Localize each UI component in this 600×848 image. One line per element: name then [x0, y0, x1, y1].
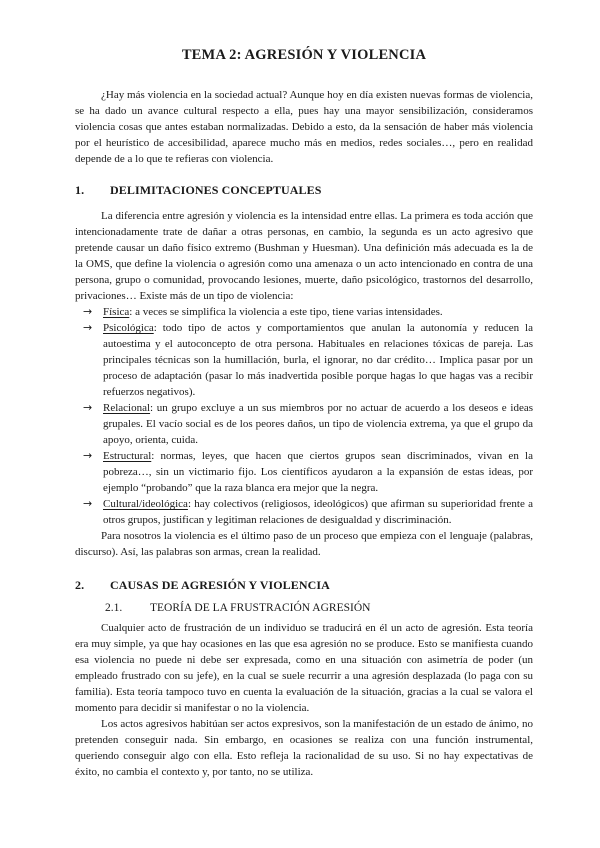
section-2-1-number: 2.1.: [105, 602, 123, 614]
list-desc: : todo tipo de actos y comportamientos que anulan la autonomía y reducen la autoestima y el autoconcepto de otra persona. Habituales en relaciones tóxicas de pareja. Las principales técnicas son la humillación, burla, el ignorar, no dar crédito… Implica pasar por un proceso de adaptación (pasar lo más inadvertida posible porque hagas lo que hagas vas a recibir refuerzos negativos).: [103, 322, 533, 398]
arrow-bullet-icon: →: [83, 321, 93, 334]
list-desc: : normas, leyes, que hacen que ciertos grupos sean discriminados, vivan en la pobreza…, sin un victimario fijo. Los científicos ayudaron a la expansión de estas ideas, por ejemplo “probando” que la raza blanca era mejor que la negra.: [103, 450, 533, 494]
list-term: Cultural/ideológica: [103, 498, 188, 510]
section-1-closing-paragraph: Para nosotros la violencia es el último paso de un proceso que empieza con el lenguaje (palabras, discurso). Así, las palabras son armas, crean la realidad.: [75, 530, 533, 558]
list-desc: : a veces se simplifica la violencia a este tipo, tiene varias intensidades.: [129, 306, 443, 318]
page-title: TEMA 2: AGRESIÓN Y VIOLENCIA: [181, 47, 427, 63]
section-2-paragraph-2: Los actos agresivos habitúan ser actos expresivos, son la manifestación de un estado de ánimo, no pretenden conseguir nada. Sin embargo, en ocasiones se realiza con una función instrumental, queriendo conseguir algo con ella. Esto refleja la racionalidad de su uso. Si no hay expectativas de éxito, no cambia el contexto y, por tanto, no se utiliza.: [75, 718, 533, 778]
list-term: Relacional: [103, 402, 151, 414]
section-1-heading: [75, 183, 533, 198]
section-2-heading: [75, 578, 533, 593]
section-1-paragraph: La diferencia entre agresión y violencia es la intensidad entre ellas. La primera es toda acción que intencionadamente trate de dañar a otras personas, en cambio, la segunda es un acto agresivo que pretende causar un daño físico extremo (Bushman y Huesman). Una definición más adecuada es la de la OMS, que define la violencia o agresión como una amenaza o un acto intencionado en contra de una persona, grupo o comunidad, provocando lesiones, muerte, daño psicológico, trastornos del desarrollo, privaciones… Existe más de un tipo de violencia:: [75, 210, 533, 302]
intro-paragraph: ¿Hay más violencia en la sociedad actual? Aunque hoy en día existen nuevas formas de violencia, se ha dado un avance cultural respecto a ella, pues hay una mayor sensibilización, consideramos violencia cosas que antes estaban normalizadas. Debido a esto, da la sensación de haber más violencia por el heurístico de accesibilidad, aparece mucho más en medios, redes sociales…, pero en realidad depende de a lo que te refieras con violencia.: [75, 89, 533, 165]
section-2-1-title: TEORÍA DE LA FRUSTRACIÓN AGRESIÓN: [150, 602, 371, 614]
violence-types-list: [75, 304, 533, 528]
list-term: Psicológica: [103, 322, 154, 334]
section-2-1-heading: [75, 602, 533, 614]
list-item-estructural: [83, 448, 533, 496]
section-1-number: 1.: [75, 183, 85, 197]
section-2-paragraph-1: Cualquier acto de frustración de un individuo se traducirá en él un acto de agresión. Esta teoría era muy simple, ya que hay ocasiones en las que esa agresión no se produce. Esto se manifiesta cuando esa violencia no puede ni debe ser expresada, como en una situación con asimetría de poder (un empleado frustrado con su jefe), en la cual se suele recurrir a una agresión desplazada (lo paga con su familia). Esta teoría tampoco tuvo en cuenta la evaluación de la situación, gracias a la cual se valora el momento para decidir si manifestar o no la violencia.: [75, 622, 533, 714]
section-2-title: CAUSAS DE AGRESIÓN Y VIOLENCIA: [110, 578, 330, 592]
list-item-cultural-ideologica: [83, 496, 533, 528]
arrow-bullet-icon: →: [83, 401, 93, 414]
arrow-bullet-icon: →: [83, 449, 93, 462]
list-desc: : un grupo excluye a un sus miembros por no actuar de acuerdo a los deseos e ideas grupales. El vacío social es de los peores daños, un tipo de violencia extrema, ya que el grupo da apoyo, orienta, cuida.: [103, 402, 533, 446]
list-item-relacional: [83, 400, 533, 448]
list-item-psicologica: [83, 320, 533, 400]
arrow-bullet-icon: →: [83, 305, 93, 318]
list-term: Estructural: [103, 450, 152, 462]
section-2-number: 2.: [75, 578, 85, 592]
section-1-title: DELIMITACIONES CONCEPTUALES: [110, 183, 322, 197]
list-term: Física: [103, 306, 130, 318]
list-item-fisica: [83, 304, 533, 320]
arrow-bullet-icon: →: [83, 497, 93, 510]
list-desc: : hay colectivos (religiosos, ideológicos) que afirman su superioridad frente a otros grupos, justifican y legitiman relaciones de desigualdad y discriminación.: [103, 498, 533, 526]
